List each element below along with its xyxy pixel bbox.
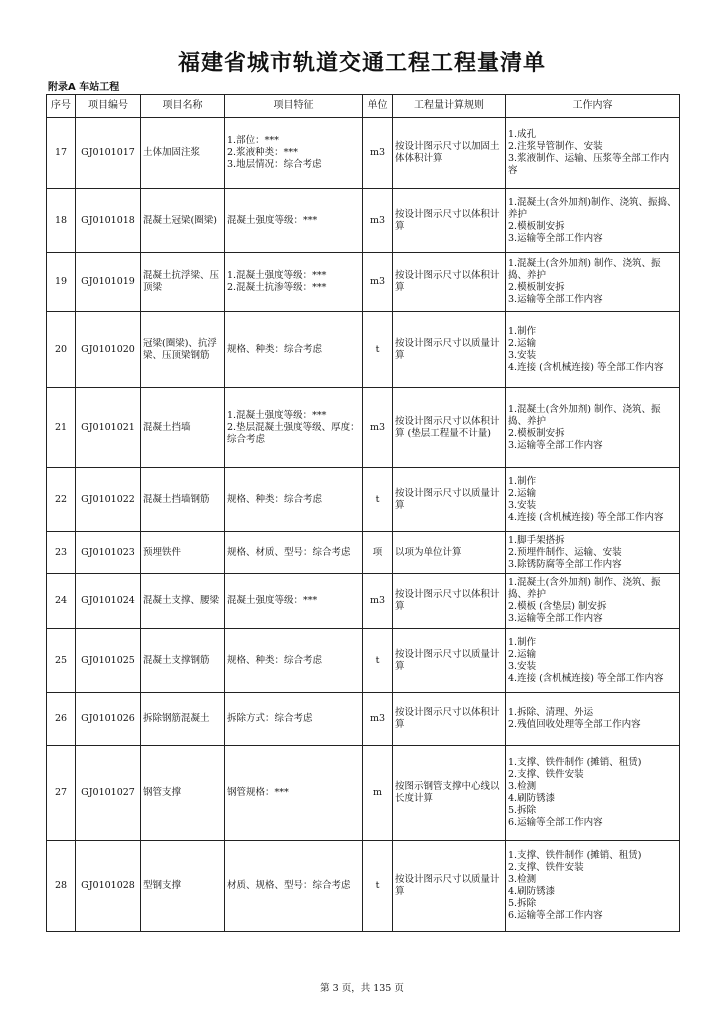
row-rule: 按设计图示尺寸以质量计算 [393,468,506,532]
table-row [47,693,680,746]
row-index: 19 [47,253,76,312]
row-rule: 按设计图示尺寸以质量计算 [393,312,506,388]
table-row [47,189,680,253]
row-rule: 按设计图示尺寸以质量计算 [393,629,506,693]
row-work: 1.制作 2.运输 3.安装 4.连接 (含机械连接) 等全部工作内容 [506,468,680,532]
row-features: 1.混凝土强度等级：*** 2.混凝土抗渗等级：*** [225,253,363,312]
row-name: 混凝土支撑、腰梁 [141,574,225,629]
row-unit: t [363,312,393,388]
row-unit: m3 [363,253,393,312]
row-work: 1.混凝土(含外加剂) 制作、浇筑、振捣、养护 2.模板制安拆 3.运输等全部工作内容 [506,388,680,468]
row-name: 混凝土挡墙 [141,388,225,468]
table-row [47,532,680,574]
row-rule: 按设计图示尺寸以体积计算 (垫层工程量不计量) [393,388,506,468]
row-work: 1.成孔 2.注浆导管制作、安装 3.浆液制作、运输、压浆等全部工作内容 [506,118,680,189]
row-unit: m3 [363,574,393,629]
header-rule: 工程量计算规则 [393,95,506,118]
row-features: 规格、种类：综合考虑 [225,312,363,388]
row-code: GJ0101027 [76,746,141,841]
table-row [47,629,680,693]
row-name: 土体加固注浆 [141,118,225,189]
row-unit: m3 [363,693,393,746]
row-index: 20 [47,312,76,388]
row-name: 冠梁(圈梁)、抗浮梁、压顶梁钢筋 [141,312,225,388]
row-name: 混凝土冠梁(圈梁) [141,189,225,253]
row-rule: 按设计图示尺寸以加固土体体积计算 [393,118,506,189]
row-index: 25 [47,629,76,693]
row-unit: m3 [363,388,393,468]
row-features: 规格、材质、型号：综合考虑 [225,532,363,574]
row-unit: m3 [363,118,393,189]
row-index: 17 [47,118,76,189]
row-name: 钢管支撑 [141,746,225,841]
row-index: 26 [47,693,76,746]
row-index: 28 [47,841,76,932]
header-name: 项目名称 [141,95,225,118]
row-features: 钢管规格：*** [225,746,363,841]
row-features: 混凝土强度等级：*** [225,574,363,629]
row-unit: m3 [363,189,393,253]
row-name: 型钢支撑 [141,841,225,932]
row-features: 拆除方式：综合考虑 [225,693,363,746]
row-index: 21 [47,388,76,468]
row-rule: 以项为单位计算 [393,532,506,574]
row-index: 24 [47,574,76,629]
row-work: 1.制作 2.运输 3.安装 4.连接 (含机械连接) 等全部工作内容 [506,312,680,388]
row-rule: 按设计图示尺寸以体积计算 [393,189,506,253]
row-code: GJ0101019 [76,253,141,312]
page-footer: 第 3 页，共 135 页 [320,983,404,994]
row-code: GJ0101028 [76,841,141,932]
row-code: GJ0101020 [76,312,141,388]
row-work: 1.脚手架搭拆 2.预埋件制作、运输、安装 3.除锈防腐等全部工作内容 [506,532,680,574]
row-index: 22 [47,468,76,532]
row-code: GJ0101021 [76,388,141,468]
table-row [47,841,680,932]
table-row [47,388,680,468]
header-code: 项目编号 [76,95,141,118]
row-unit: t [363,841,393,932]
table-row [47,468,680,532]
header-work: 工作内容 [506,95,680,118]
row-rule: 按设计图示尺寸以体积计算 [393,253,506,312]
table-row [47,746,680,841]
page-title: 福建省城市轨道交通工程工程量清单 [177,51,546,76]
table-row [47,312,680,388]
row-name: 混凝土抗浮梁、压顶梁 [141,253,225,312]
table-row [47,118,680,189]
row-name: 混凝土挡墙钢筋 [141,468,225,532]
table-row [47,253,680,312]
row-features: 材质、规格、型号：综合考虑 [225,841,363,932]
row-features: 1.混凝土强度等级：*** 2.垫层混凝土强度等级、厚度：综合考虑 [225,388,363,468]
row-rule: 按设计图示尺寸以体积计算 [393,574,506,629]
row-code: GJ0101022 [76,468,141,532]
row-work: 1.制作 2.运输 3.安装 4.连接 (含机械连接) 等全部工作内容 [506,629,680,693]
row-features: 规格、种类：综合考虑 [225,629,363,693]
row-unit: t [363,468,393,532]
row-rule: 按图示钢管支撑中心线以长度计算 [393,746,506,841]
row-work: 1.混凝土(含外加剂)制作、浇筑、振捣、养护 2.模板制安拆 3.运输等全部工作内容 [506,189,680,253]
row-index: 23 [47,532,76,574]
row-index: 27 [47,746,76,841]
row-code: GJ0101025 [76,629,141,693]
row-code: GJ0101018 [76,189,141,253]
section-heading: 附录A 车站工程 [48,82,120,93]
header-features: 项目特征 [225,95,363,118]
bill-of-quantities-table [46,94,680,932]
row-work: 1.混凝土(含外加剂) 制作、浇筑、振捣、养护 2.模板 (含垫层) 制安拆 3.运输等全部工作内容 [506,574,680,629]
row-name: 预埋铁件 [141,532,225,574]
row-name: 混凝土支撑钢筋 [141,629,225,693]
row-unit: t [363,629,393,693]
row-code: GJ0101023 [76,532,141,574]
row-unit: 项 [363,532,393,574]
row-rule: 按设计图示尺寸以体积计算 [393,693,506,746]
header-index: 序号 [47,95,76,118]
row-index: 18 [47,189,76,253]
row-features: 1.部位：*** 2.浆液种类：*** 3.地层情况：综合考虑 [225,118,363,189]
row-unit: m [363,746,393,841]
row-code: GJ0101026 [76,693,141,746]
row-rule: 按设计图示尺寸以质量计算 [393,841,506,932]
table-row [47,574,680,629]
header-unit: 单位 [363,95,393,118]
row-work: 1.支撑、铁件制作 (摊销、租赁) 2.支撑、铁件安装 3.检测 4.刷防锈漆 5.拆除 6.运输等全部工作内容 [506,841,680,932]
row-features: 规格、种类：综合考虑 [225,468,363,532]
row-work: 1.拆除、清理、外运 2.残值回收处理等全部工作内容 [506,693,680,746]
table-header-row [47,95,680,118]
row-code: GJ0101017 [76,118,141,189]
row-name: 拆除钢筋混凝土 [141,693,225,746]
row-features: 混凝土强度等级：*** [225,189,363,253]
row-code: GJ0101024 [76,574,141,629]
row-work: 1.混凝土(含外加剂) 制作、浇筑、振捣、养护 2.模板制安拆 3.运输等全部工作内容 [506,253,680,312]
row-work: 1.支撑、铁件制作 (摊销、租赁) 2.支撑、铁件安装 3.检测 4.刷防锈漆 5.拆除 6.运输等全部工作内容 [506,746,680,841]
